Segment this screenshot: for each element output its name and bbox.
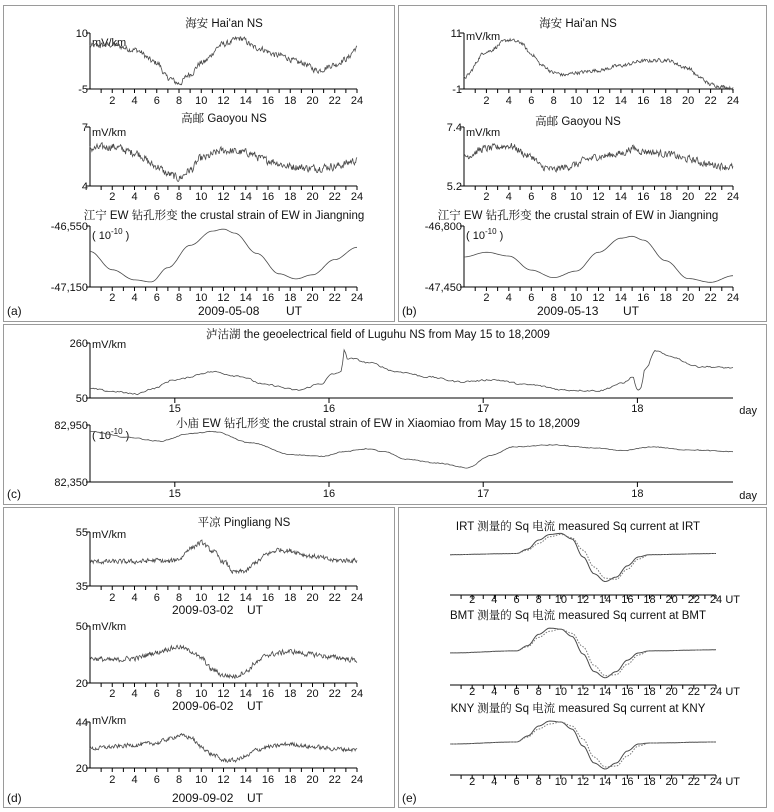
x-tick-label-a1: 8 [175, 95, 183, 107]
x-tick-label-a2: 6 [153, 191, 160, 203]
y-tick-label-top-a1: 10 [75, 28, 88, 40]
x-tick-label-e2: 4 [491, 686, 498, 698]
footer-date-d: 2009-09-02 [172, 791, 234, 805]
x-tick-label-e2: 6 [513, 686, 520, 698]
subplot-d2 [76, 621, 363, 713]
x-tick-label-b1: 16 [637, 95, 650, 107]
subplot-b2 [447, 114, 739, 203]
subplot-title-b2: 高邮 Gaoyou NS [535, 116, 621, 128]
series-line-a1 [90, 37, 357, 85]
x-tick-label-e3: 10 [554, 776, 567, 788]
series-line-d2 [90, 645, 357, 678]
x-tick-label-b1: 12 [592, 95, 605, 107]
y-tick-label-top-a3: -46,550 [50, 221, 88, 233]
x-tick-label-b3: 12 [592, 292, 605, 304]
y-tick-label-top-c2: 82,950 [54, 420, 88, 432]
x-tick-label-a1: 14 [239, 95, 252, 107]
x-tick-label-a3: 2 [109, 292, 116, 304]
x-tick-label-a2: 8 [175, 191, 183, 203]
x-tick-label-e3: 20 [665, 776, 678, 788]
x-tick-label-b2: 12 [592, 191, 605, 203]
x-tick-label-e1: 6 [513, 594, 520, 606]
x-tick-label-b3: 8 [550, 292, 557, 304]
x-tick-label-a1: 2 [109, 95, 116, 107]
x-tick-label-d1: 14 [239, 592, 252, 604]
x-tick-label-b1: 20 [682, 95, 695, 107]
panel-frame-a [4, 6, 395, 322]
subplot-title-e1: IRT 测量的 Sq 电流 measured Sq current at IRT [455, 521, 701, 533]
x-tick-label-a3: 24 [350, 292, 364, 304]
subplot-title-a2: 高邮 Gaoyou NS [181, 113, 267, 125]
x-tick-label-d3: 20 [306, 774, 319, 786]
x-tick-label-e1: 16 [621, 594, 634, 606]
x-tick-label-d3: 6 [153, 774, 160, 786]
x-tick-label-e3: 22 [687, 776, 700, 788]
x-tick-label-b1: 18 [659, 95, 672, 107]
x-tick-label-d3: 18 [284, 774, 297, 786]
x-tick-label-d1: 2 [109, 592, 116, 604]
x-tick-label-a3: 20 [306, 292, 319, 304]
subplot-title-a1: 海安 Hai'an NS [185, 18, 263, 30]
x-tick-label-e1: 2 [469, 594, 476, 606]
y-tick-label-bottom-d3: 20 [75, 763, 88, 775]
panel-label-d: (d) [7, 791, 22, 805]
series-line-b1 [464, 39, 733, 90]
y-tick-label-top-d3: 44 [75, 717, 88, 729]
subplot-title-b1: 海安 Hai'an NS [539, 18, 617, 30]
x-tick-label-b2: 2 [483, 191, 490, 203]
x-tick-label-b2: 16 [637, 191, 650, 203]
x-tick-label-e3: 24 [709, 776, 723, 788]
subplot-title-e3: KNY 测量的 Sq 电流 measured Sq current at KNY [450, 703, 706, 715]
series-line-a2 [90, 143, 357, 182]
x-tick-label-b2: 8 [550, 191, 557, 203]
x-tick-label-a1: 18 [284, 95, 297, 107]
x-tick-label-d1: 8 [175, 592, 183, 604]
subplot-e3 [450, 701, 740, 788]
x-tick-label-c2: 18 [631, 488, 644, 500]
x-tick-label-a1: 10 [195, 95, 208, 107]
x-tick-label-d2: 8 [175, 688, 183, 700]
x-tick-label-c1: 18 [631, 403, 644, 415]
y-tick-label-bottom-d1: 35 [75, 581, 88, 593]
x-tick-label-e1: 20 [665, 594, 678, 606]
unit-label-a2: mV/km [92, 127, 127, 139]
y-tick-label-bottom-a3: -47,150 [50, 282, 88, 294]
unit-label-d3: mV/km [92, 715, 127, 727]
panel-label-c: (c) [7, 487, 21, 501]
x-tick-label-a3: 14 [239, 292, 252, 304]
x-tick-label-d3: 22 [328, 774, 341, 786]
footer-time-a: UT [286, 304, 302, 318]
unit-label-b2: mV/km [466, 127, 501, 139]
x-tick-label-b1: 4 [505, 95, 512, 107]
x-axis-unit-c2: day [739, 490, 757, 502]
x-axis-unit-e3: UT [725, 776, 740, 788]
panel-frame-b [399, 6, 767, 322]
x-tick-label-b1: 8 [550, 95, 557, 107]
x-tick-label-d3: 8 [175, 774, 183, 786]
footer-date-a: 2009-05-08 [198, 304, 260, 318]
panel-frame-e [399, 508, 767, 808]
x-tick-label-d2: 24 [350, 688, 364, 700]
subplot-c2 [54, 416, 757, 502]
x-tick-label-e2: 20 [665, 686, 678, 698]
subplot-title-b3: 江宁 EW 钻孔形变 the crustal strain of EW in Jiangning [437, 210, 719, 222]
subplot-a3 [51, 208, 365, 304]
x-tick-label-d3: 14 [239, 774, 252, 786]
x-axis-unit-c1: day [739, 405, 757, 417]
chart-plots [51, 16, 758, 788]
unit-label-d1: mV/km [92, 529, 127, 541]
y-tick-label-bottom-c1: 50 [75, 393, 88, 405]
x-tick-label-a3: 8 [175, 292, 183, 304]
subplot-d3 [76, 715, 363, 786]
subplot-title-c1: 泸沽湖 the geoelectrical field of Luguhu NS from May 15 to 18,2009 [206, 329, 550, 341]
x-tick-label-b3: 16 [637, 292, 650, 304]
x-tick-label-e2: 2 [469, 686, 476, 698]
series-line-d1 [90, 540, 357, 573]
x-tick-label-e2: 8 [535, 686, 542, 698]
series-line-c2 [90, 431, 733, 468]
x-tick-label-e3: 16 [621, 776, 634, 788]
x-tick-label-b2: 10 [569, 191, 583, 203]
x-tick-label-e3: 2 [469, 776, 476, 788]
x-tick-label-d1: 16 [261, 592, 275, 604]
x-tick-label-b3: 14 [614, 292, 628, 304]
x-tick-label-d1: 20 [306, 592, 319, 604]
x-tick-label-c1: 16 [322, 403, 336, 415]
unit-label-b1: mV/km [466, 31, 501, 43]
x-tick-label-e2: 16 [621, 686, 634, 698]
y-tick-label-top-b2: 7.4 [446, 122, 462, 134]
x-tick-label-d1: 18 [284, 592, 297, 604]
x-tick-label-a1: 12 [217, 95, 230, 107]
footer-date-b: 2009-05-13 [537, 304, 599, 318]
x-tick-label-d2: 12 [217, 688, 230, 700]
x-tick-label-e1: 22 [687, 594, 700, 606]
x-tick-label-d3: 4 [131, 774, 138, 786]
time-label-d2: UT [247, 699, 263, 713]
x-tick-label-a3: 22 [328, 292, 341, 304]
x-tick-label-a3: 12 [217, 292, 230, 304]
y-tick-label-bottom-b3: -47,450 [424, 282, 462, 294]
x-tick-label-e3: 6 [513, 776, 520, 788]
x-tick-label-b2: 22 [704, 191, 717, 203]
x-tick-label-a1: 22 [328, 95, 341, 107]
subplot-e1 [450, 519, 740, 606]
x-tick-label-b3: 2 [483, 292, 490, 304]
x-tick-label-b1: 24 [726, 95, 740, 107]
y-tick-label-bottom-a1: -5 [78, 84, 88, 96]
x-tick-label-d1: 6 [153, 592, 160, 604]
x-tick-label-e2: 12 [576, 686, 590, 698]
x-tick-label-e3: 4 [491, 776, 498, 788]
series-line-d3 [90, 734, 357, 763]
x-tick-label-b1: 22 [704, 95, 717, 107]
x-tick-label-a1: 4 [131, 95, 138, 107]
x-tick-label-c2: 16 [322, 488, 336, 500]
x-tick-label-b3: 6 [528, 292, 535, 304]
x-tick-label-e2: 14 [599, 686, 612, 698]
x-tick-label-d3: 24 [350, 774, 364, 786]
x-tick-label-d2: 2 [109, 688, 116, 700]
panel-label-a: (a) [7, 304, 22, 318]
y-tick-label-top-b1: 11 [450, 28, 462, 40]
x-tick-label-c1: 15 [168, 403, 181, 415]
series-line-e2-1 [450, 629, 716, 676]
x-tick-label-e3: 8 [535, 776, 542, 788]
series-line-e3-1 [450, 722, 716, 767]
y-tick-label-top-c1: 260 [69, 338, 88, 350]
x-tick-label-e2: 24 [709, 686, 723, 698]
x-tick-label-b2: 14 [614, 191, 628, 203]
date-label-d2: 2009-06-02 [172, 699, 234, 713]
x-tick-label-e3: 12 [576, 776, 590, 788]
x-tick-label-b3: 4 [505, 292, 512, 304]
x-tick-label-b1: 6 [528, 95, 535, 107]
date-label-d1: 2009-03-02 [172, 603, 234, 617]
x-tick-label-b3: 22 [704, 292, 717, 304]
x-tick-label-a2: 10 [195, 191, 208, 203]
x-tick-label-e1: 12 [576, 594, 590, 606]
y-tick-label-top-d2: 50 [75, 621, 88, 633]
x-tick-label-b2: 24 [726, 191, 740, 203]
x-tick-label-e1: 4 [491, 594, 498, 606]
x-tick-label-a1: 16 [261, 95, 275, 107]
series-line-a3 [90, 229, 357, 282]
unit-label-d2: mV/km [92, 621, 127, 633]
x-tick-label-d3: 2 [109, 774, 116, 786]
x-tick-label-b3: 10 [569, 292, 583, 304]
subplot-a1 [76, 16, 363, 107]
x-tick-label-d3: 12 [217, 774, 230, 786]
x-tick-label-a2: 24 [350, 191, 364, 203]
x-tick-label-a2: 2 [109, 191, 116, 203]
x-tick-label-a2: 16 [261, 191, 275, 203]
y-tick-label-bottom-c2: 82,350 [54, 477, 88, 489]
time-label-d1: UT [247, 603, 263, 617]
subplot-title-a3: 江宁 EW 钻孔形变 the crustal strain of EW in Jiangning [83, 210, 365, 222]
unit-label-a1: mV/km [92, 37, 127, 49]
series-line-b3 [464, 236, 733, 282]
subplot-title-c2: 小庙 EW 钻孔形变 the crustal strain of EW in Xiaomiao from May 15 to 18,2009 [176, 418, 580, 430]
series-line-b2 [464, 143, 733, 172]
x-tick-label-a3: 4 [131, 292, 138, 304]
x-tick-label-b2: 4 [505, 191, 512, 203]
x-tick-label-e1: 14 [599, 594, 612, 606]
x-tick-label-e3: 14 [599, 776, 612, 788]
x-tick-label-a2: 14 [239, 191, 252, 203]
subplot-a2 [82, 111, 363, 203]
series-line-e2-0 [450, 628, 716, 678]
unit-label-a3: ( $10^{-10}$ ) [92, 227, 130, 242]
x-tick-label-b3: 24 [726, 292, 740, 304]
x-tick-label-b3: 18 [659, 292, 672, 304]
x-tick-label-c2: 17 [477, 488, 490, 500]
unit-label-c1: mV/km [92, 339, 127, 351]
footer-time-b: UT [623, 304, 639, 318]
y-tick-label-bottom-a2: 4 [81, 181, 88, 193]
y-tick-label-bottom-b2: 5.2 [446, 181, 462, 193]
unit-label-c2: ( $10^{-10}$ ) [92, 427, 130, 442]
x-tick-label-d2: 16 [261, 688, 275, 700]
x-tick-label-d1: 12 [217, 592, 230, 604]
subplot-e2 [450, 608, 740, 698]
x-tick-label-a3: 10 [195, 292, 208, 304]
x-tick-label-d2: 4 [131, 688, 138, 700]
x-tick-label-a2: 22 [328, 191, 341, 203]
x-tick-label-a2: 20 [306, 191, 319, 203]
y-tick-label-bottom-d2: 20 [75, 678, 88, 690]
x-tick-label-d2: 20 [306, 688, 319, 700]
x-tick-label-d3: 16 [261, 774, 275, 786]
x-tick-label-b2: 6 [528, 191, 535, 203]
x-tick-label-d1: 10 [195, 592, 208, 604]
x-tick-label-d1: 22 [328, 592, 341, 604]
subplot-d1 [76, 516, 363, 617]
x-tick-label-e1: 10 [554, 594, 567, 606]
unit-label-b3: ( $10^{-10}$ ) [466, 227, 504, 242]
subplot-title-d1: 平凉 Pingliang NS [197, 517, 291, 529]
panel-label-b: (b) [402, 304, 417, 318]
series-line-e3-0 [450, 721, 716, 769]
x-tick-label-b1: 2 [483, 95, 490, 107]
subplot-title-e2: BMT 测量的 Sq 电流 measured Sq current at BMT [449, 610, 707, 622]
x-tick-label-e2: 18 [643, 686, 656, 698]
x-tick-label-d2: 22 [328, 688, 341, 700]
y-tick-label-top-a2: 7 [81, 122, 88, 134]
x-tick-label-d2: 10 [195, 688, 208, 700]
x-tick-label-e3: 18 [643, 776, 656, 788]
x-tick-label-d2: 14 [239, 688, 252, 700]
y-tick-label-top-b3: -46,800 [424, 221, 462, 233]
footer-time-d: UT [247, 791, 263, 805]
x-tick-label-b1: 10 [569, 95, 583, 107]
x-tick-label-b2: 18 [659, 191, 672, 203]
y-tick-label-top-d1: 55 [75, 527, 88, 539]
x-tick-label-a2: 18 [284, 191, 297, 203]
x-tick-label-e1: 8 [535, 594, 542, 606]
series-line-e1-0 [450, 533, 716, 581]
x-tick-label-a1: 24 [350, 95, 364, 107]
series-line-c1 [90, 350, 733, 395]
x-tick-label-e2: 10 [554, 686, 567, 698]
panel-label-e: (e) [402, 791, 417, 805]
x-tick-label-d1: 4 [131, 592, 138, 604]
x-tick-label-e2: 22 [687, 686, 700, 698]
x-tick-label-d2: 18 [284, 688, 297, 700]
subplot-b1 [451, 16, 740, 107]
panel-frame-c [4, 325, 767, 505]
x-tick-label-d2: 6 [153, 688, 160, 700]
x-tick-label-a3: 16 [261, 292, 275, 304]
x-tick-label-c1: 17 [477, 403, 490, 415]
x-tick-label-e1: 24 [709, 594, 723, 606]
x-axis-unit-e1: UT [725, 594, 740, 606]
x-tick-label-a2: 4 [131, 191, 138, 203]
x-tick-label-a3: 6 [153, 292, 160, 304]
x-tick-label-a2: 12 [217, 191, 230, 203]
x-tick-label-a1: 6 [153, 95, 160, 107]
x-tick-label-b1: 14 [614, 95, 628, 107]
x-axis-unit-e2: UT [725, 686, 740, 698]
x-tick-label-b3: 20 [682, 292, 695, 304]
subplot-c1 [70, 327, 758, 417]
x-tick-label-a1: 20 [306, 95, 319, 107]
x-tick-label-d3: 10 [195, 774, 208, 786]
x-tick-label-e1: 18 [643, 594, 656, 606]
y-tick-label-bottom-b1: -1 [452, 84, 462, 96]
subplot-b3 [425, 208, 739, 304]
x-tick-label-c2: 15 [168, 488, 181, 500]
x-tick-label-b2: 20 [682, 191, 695, 203]
x-tick-label-d1: 24 [350, 592, 364, 604]
x-tick-label-a3: 18 [284, 292, 297, 304]
